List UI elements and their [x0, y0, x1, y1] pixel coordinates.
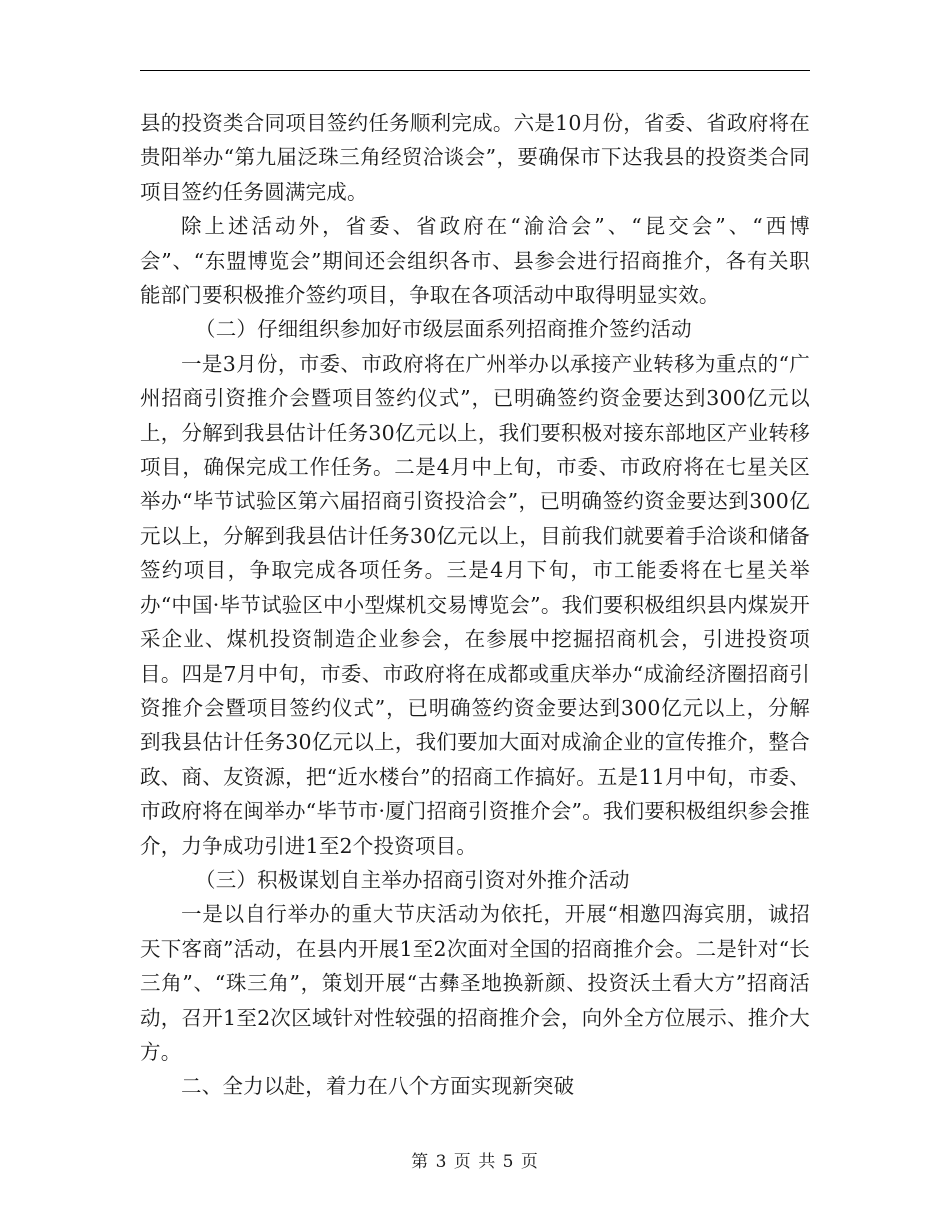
- paragraph-city-events: 一是3月份，市委、市政府将在广州举办以承接产业转移为重点的“广州招商引资推介会暨项目签约仪式”，已明确签约资金要达到300亿元以上，分解到我县估计任务30亿元以上，我们要积极对接东部地区产业转移项目，确保完成工作任务。二是4月中上旬，市委、市政府将在七星关区举办“毕节试验区第六届招商引资投洽会”，已明确签约资金要达到300亿元以上，分解到我县估计任务30亿元以上，目前我们就要着手洽谈和储备签约项目，争取完成各项任务。三是4月下旬，市工能委将在七星关举办“中国·毕节试验区中小型煤机交易博览会”。我们要积极组织县内煤炭开采企业、煤机投资制造企业参会，在参展中挖掘招商机会，引进投资项目。四是7月中旬，市委、市政府将在成都或重庆举办“成渝经济圈招商引资推介会暨项目签约仪式”，已明确签约资金要达到300亿元以上，分解到我县估计任务30亿元以上，我们要加大面对成渝企业的宣传推介，整合政、商、友资源，把“近水楼台”的招商工作搞好。五是11月中旬，市委、市政府将在闽举办“毕节市·厦门招商引资推介会”。我们要积极组织参会推介，力争成功引进1至2个投资项目。: [140, 351, 810, 858]
- section-heading-self-hosted: （三）积极谋划自主举办招商引资对外推介活动: [195, 867, 630, 892]
- document-body: [140, 106, 810, 1104]
- paragraph-continuation: 县的投资类合同项目签约任务顺利完成。六是10月份，省委、省政府将在贵阳举办“第九届泛珠三角经贸洽谈会”，要确保市下达我县的投资类合同项目签约任务圆满完成。: [140, 111, 810, 204]
- paragraph-other-events: 除上述活动外，省委、省政府在“渝洽会”、“昆交会”、“西博会”、“东盟博览会”期间还会组织各市、县参会进行招商推介，各有关职能部门要积极推介签约项目，争取在各项活动中取得明显实效。: [140, 214, 810, 308]
- section-heading-city-events: （二）仔细组织参加好市级层面系列招商推介签约活动: [195, 317, 692, 342]
- header-rule: [140, 70, 810, 71]
- section-heading-breakthroughs: 二、全力以赴，着力在八个方面实现新突破: [181, 1074, 575, 1099]
- paragraph-self-hosted: 一是以自行举办的重大节庆活动为依托，开展“相邀四海宾朋，诚招天下客商”活动，在县内开展1至2次面对全国的招商推介会。二是针对“长三角”、“珠三角”，策划开展“古彝圣地换新颜、投资沃土看大方”招商活动，召开1至2次区域针对性较强的招商推介会，向外全方位展示、推介大方。: [140, 902, 810, 1064]
- page-number-footer: 第 3 页 共 5 页: [411, 1152, 539, 1172]
